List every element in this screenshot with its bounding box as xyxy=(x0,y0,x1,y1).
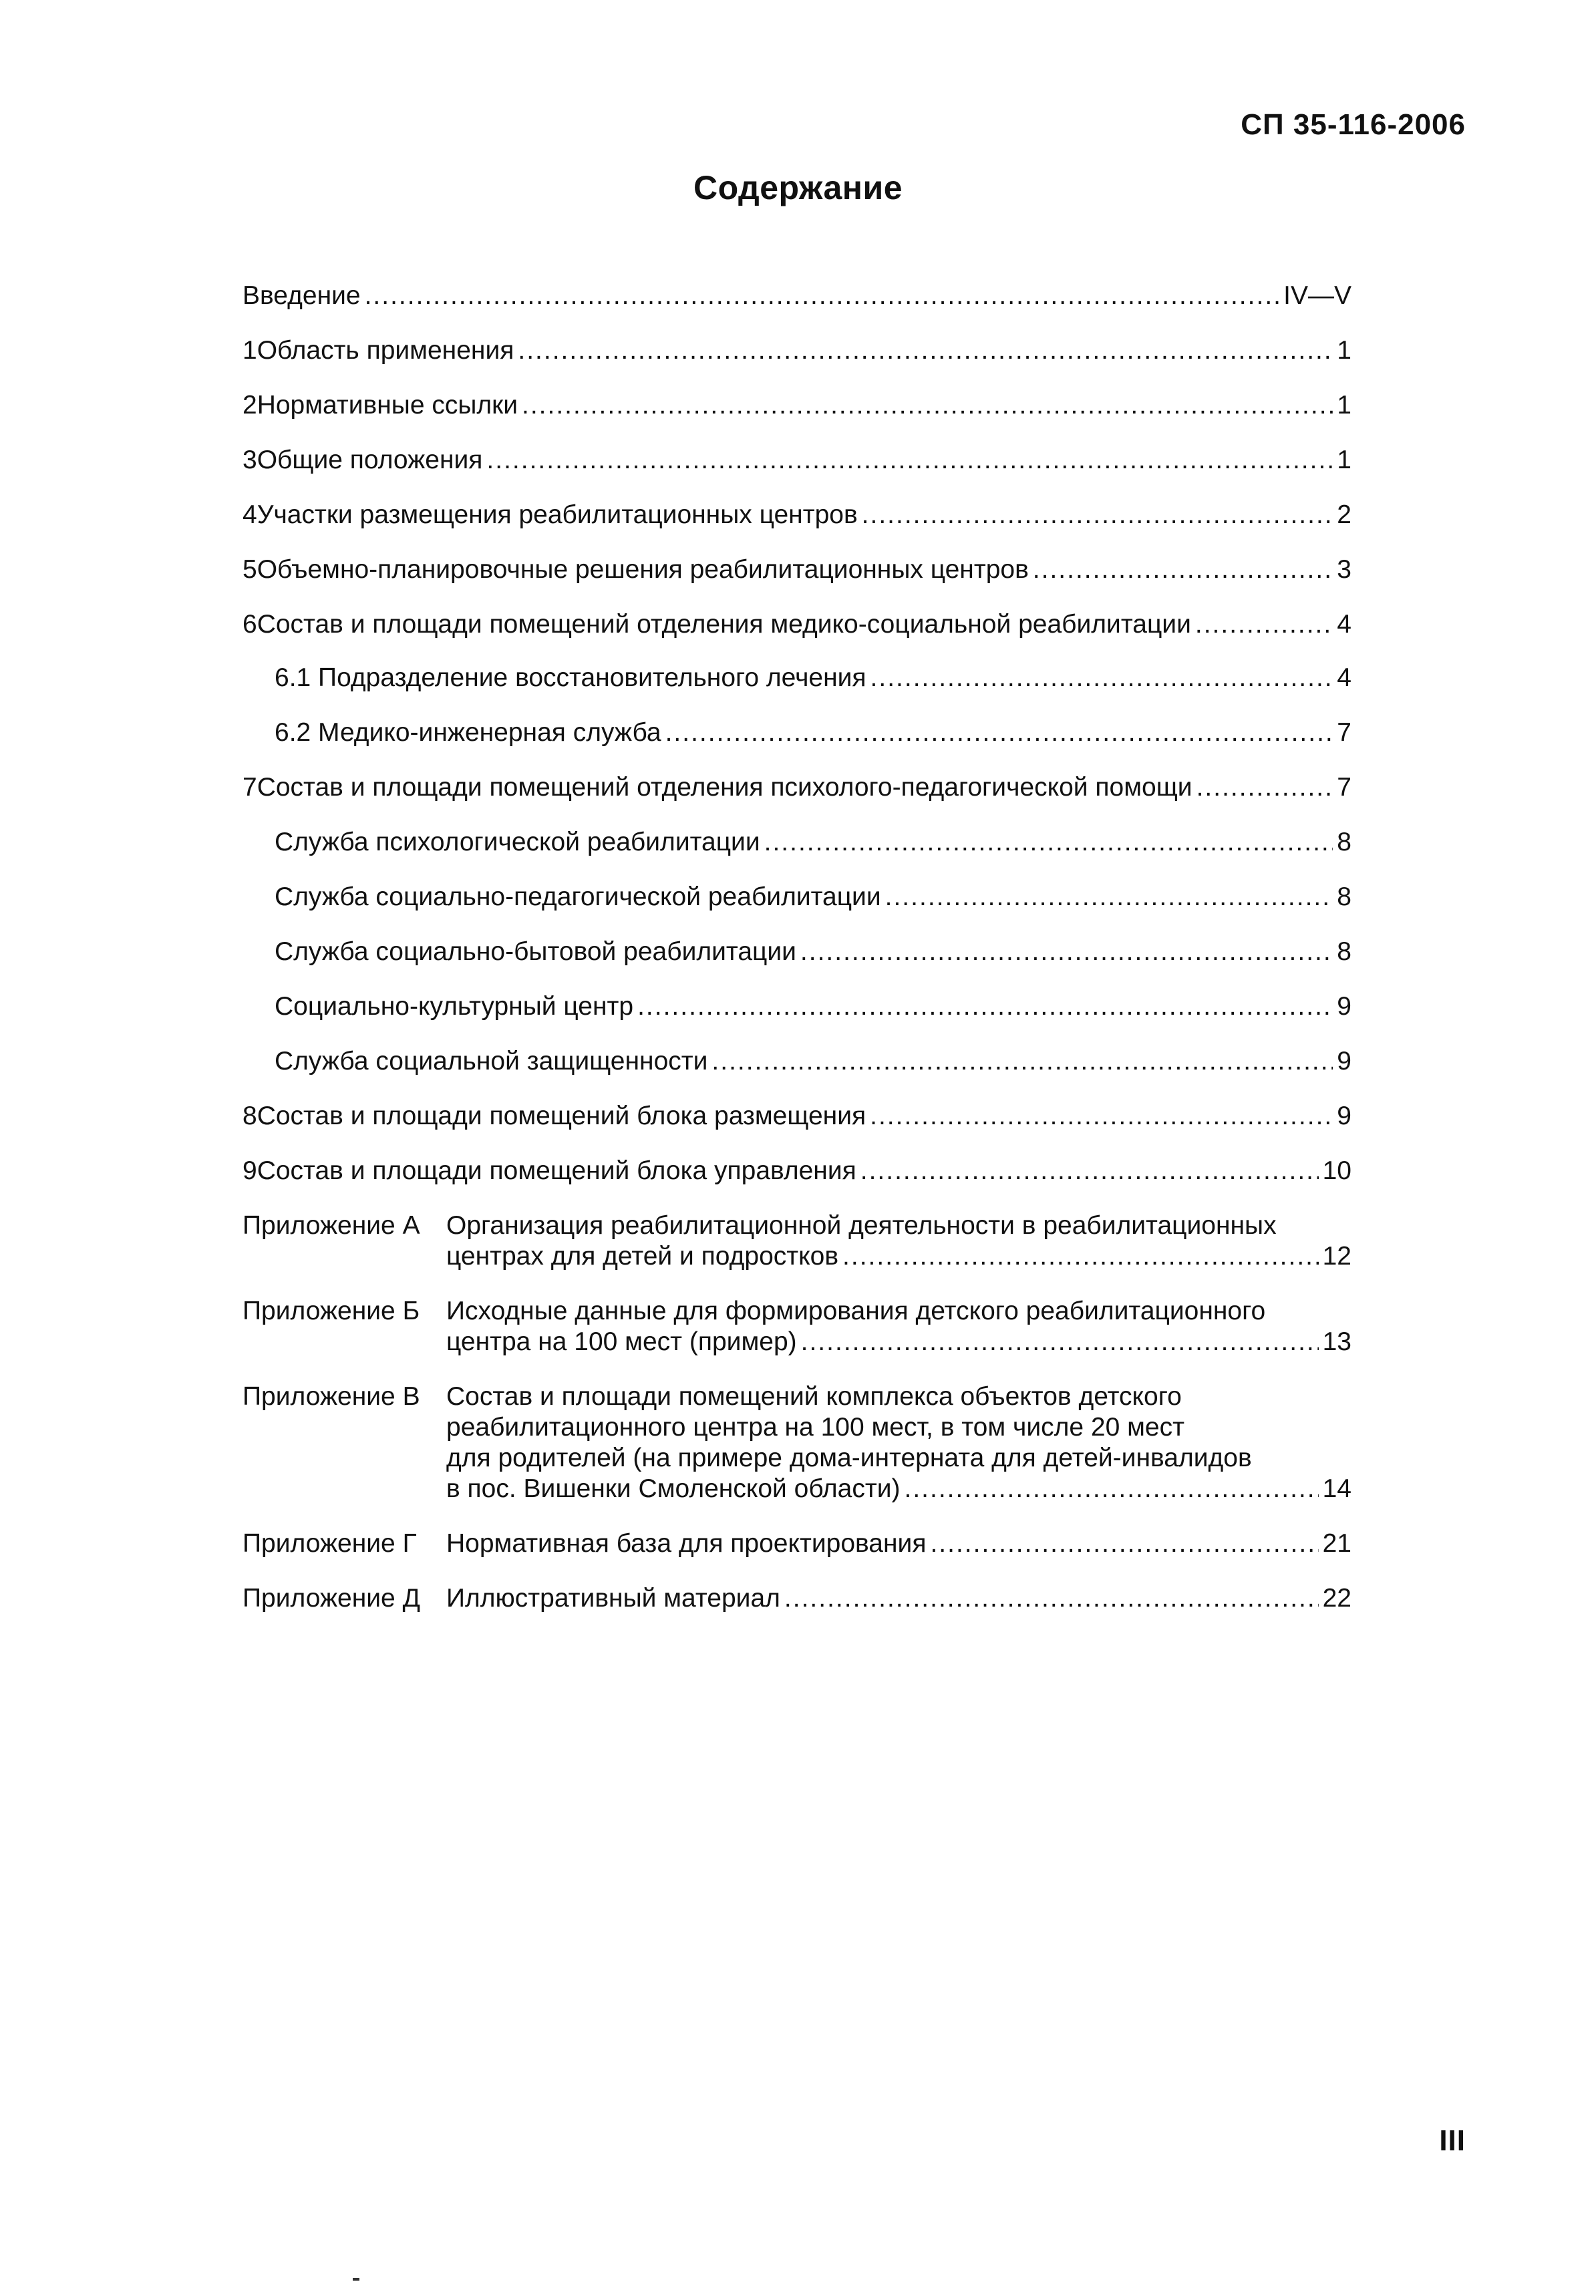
toc-leader-dots xyxy=(801,1327,1319,1357)
appendix-line: центра на 100 мест (пример) xyxy=(446,1327,797,1356)
toc-entry-section-8 xyxy=(243,1101,1351,1132)
toc-leader-dots xyxy=(930,1528,1318,1559)
appendix-line: Исходные данные для формирования детского реабилитационного xyxy=(446,1297,1266,1325)
toc-entry-page: 9 xyxy=(1337,1102,1351,1130)
toc-leader-dots xyxy=(842,1241,1319,1272)
appendix-body xyxy=(446,1296,1351,1357)
toc-entry-page: 13 xyxy=(1322,1327,1351,1356)
toc-entry-page: 7 xyxy=(1337,773,1351,802)
appendix-body xyxy=(446,1528,1351,1559)
toc-appendix-a xyxy=(243,1210,1351,1272)
appendix-line: в пос. Вишенки Смоленской области) xyxy=(446,1474,901,1503)
toc-entry-text: 6.2 Медико-инженерная служба xyxy=(275,718,661,747)
page-title: Содержание xyxy=(693,169,903,206)
toc-leader-dots xyxy=(800,937,1333,967)
appendix-label: Приложение Г xyxy=(243,1529,417,1558)
toc-leader-dots xyxy=(1195,609,1333,640)
toc-entry-section-1 xyxy=(243,335,1351,366)
toc-leader-dots xyxy=(365,281,1280,311)
toc-entry-number: 9 xyxy=(243,1156,257,1185)
document-code: СП 35-116-2006 xyxy=(1241,108,1466,141)
appendix-line: для родителей (на примере дома-интерната для детей-инвалидов xyxy=(446,1444,1252,1472)
toc-appendix-b xyxy=(243,1296,1351,1357)
toc-leader-dots xyxy=(486,445,1333,476)
toc-entry-text: Нормативные ссылки xyxy=(257,391,518,420)
appendix-body xyxy=(446,1583,1351,1614)
toc-entry-text: Социально-культурный центр xyxy=(275,992,634,1021)
toc-entry-text: Состав и площади помещений блока размещения xyxy=(257,1102,866,1130)
toc-leader-dots xyxy=(637,991,1333,1022)
toc-entry-number: 6 xyxy=(243,610,257,639)
toc-leader-dots xyxy=(784,1583,1319,1614)
toc-entry-section-5 xyxy=(243,554,1351,585)
appendix-line: Организация реабилитационной деятельности в реабилитационных xyxy=(446,1211,1277,1240)
toc-entry-text: Участки размещения реабилитационных центров xyxy=(257,500,858,529)
appendix-label: Приложение А xyxy=(243,1211,420,1240)
toc-entry-page: 8 xyxy=(1337,828,1351,856)
toc-entry-page: 9 xyxy=(1337,1047,1351,1076)
toc-leader-dots xyxy=(764,827,1333,858)
toc-entry-text: Состав и площади помещений блока управления xyxy=(257,1156,856,1185)
toc-leader-dots xyxy=(860,1156,1319,1186)
appendix-body xyxy=(446,1381,1351,1504)
toc-appendix-g xyxy=(243,1528,1351,1559)
appendix-label: Приложение Б xyxy=(243,1297,420,1325)
toc-entry-page: 1 xyxy=(1337,336,1351,365)
toc-entry-text: Служба психологической реабилитации xyxy=(275,828,760,856)
toc-leader-dots xyxy=(862,500,1333,530)
toc-entry-sociocultural-center xyxy=(275,991,1351,1022)
toc-entry-number: 5 xyxy=(243,555,257,584)
toc-entry-text: Объемно-планировочные решения реабилитационных центров xyxy=(257,555,1029,584)
toc-entry-section-4 xyxy=(243,500,1351,530)
toc-entry-text: Введение xyxy=(243,281,361,310)
appendix-line: реабилитационного центра на 100 мест, в том числе 20 мест xyxy=(446,1413,1184,1442)
toc-entry-section-6-1 xyxy=(275,663,1351,693)
toc-entry-social-protection-service xyxy=(275,1046,1351,1077)
toc-leader-dots xyxy=(885,882,1333,913)
toc-entry-text: Служба социально-педагогической реабилитации xyxy=(275,882,881,911)
appendix-line: Состав и площади помещений комплекса объектов детского xyxy=(446,1382,1182,1411)
toc-entry-psych-service xyxy=(275,827,1351,858)
toc-appendix-d xyxy=(243,1583,1351,1614)
toc-entry-page: 7 xyxy=(1337,718,1351,747)
appendix-last-line xyxy=(446,1327,1351,1357)
toc-leader-dots xyxy=(522,390,1333,421)
appendix-line: центрах для детей и подростков xyxy=(446,1242,839,1271)
toc-leader-dots xyxy=(870,1101,1333,1132)
toc-entry-section-3 xyxy=(243,445,1351,476)
toc-entry-page: 12 xyxy=(1322,1242,1351,1271)
toc-entry-page: 14 xyxy=(1322,1474,1351,1503)
toc-entry-page: 22 xyxy=(1322,1584,1351,1613)
scan-mark xyxy=(353,2278,359,2281)
toc-entry-section-7 xyxy=(243,772,1351,803)
toc-entry-number: 1 xyxy=(243,336,257,365)
page-number: III xyxy=(1439,2124,1466,2157)
toc-entry-section-2 xyxy=(243,390,1351,421)
appendix-last-line xyxy=(446,1528,1351,1559)
appendix-label: Приложение Д xyxy=(243,1584,420,1613)
toc-entry-text: Состав и площади помещений отделения медико-социальной реабилитации xyxy=(257,610,1191,639)
toc-leader-dots xyxy=(518,335,1333,366)
appendix-body xyxy=(446,1210,1351,1272)
appendix-last-line xyxy=(446,1241,1351,1272)
toc-entry-introduction xyxy=(243,281,1351,311)
toc-entry-number: 4 xyxy=(243,500,257,529)
toc-entry-number: 2 xyxy=(243,391,257,420)
toc-entry-social-pedagogical-service xyxy=(275,882,1351,913)
toc-entry-number: 7 xyxy=(243,773,257,802)
toc-entry-text: Область применения xyxy=(257,336,514,365)
toc-entry-number: 3 xyxy=(243,446,257,474)
appendix-last-line xyxy=(446,1583,1351,1614)
toc-leader-dots xyxy=(905,1474,1319,1504)
toc-entry-text: 6.1 Подразделение восстановительного лечения xyxy=(275,663,866,692)
toc-entry-section-6-2 xyxy=(275,717,1351,748)
toc-leader-dots xyxy=(1033,554,1333,585)
toc-entry-page: 21 xyxy=(1322,1529,1351,1558)
toc-leader-dots xyxy=(665,717,1333,748)
toc-entry-text: Служба социально-бытовой реабилитации xyxy=(275,937,796,966)
toc-entry-page: 3 xyxy=(1337,555,1351,584)
toc-entry-page: 2 xyxy=(1337,500,1351,529)
toc-entry-section-6 xyxy=(243,609,1351,640)
toc-entry-page: 9 xyxy=(1337,992,1351,1021)
toc-entry-page: 10 xyxy=(1322,1156,1351,1185)
toc-entry-page: 8 xyxy=(1337,882,1351,911)
appendix-line: Нормативная база для проектирования xyxy=(446,1529,927,1558)
toc-entry-section-9 xyxy=(243,1156,1351,1186)
appendix-line: Иллюстративный материал xyxy=(446,1584,780,1613)
toc-entry-page: 4 xyxy=(1337,663,1351,692)
toc-leader-dots xyxy=(870,663,1333,693)
toc-entry-number: 8 xyxy=(243,1102,257,1130)
toc-appendix-v xyxy=(243,1381,1351,1504)
appendix-label: Приложение В xyxy=(243,1382,420,1411)
toc-entry-social-household-service xyxy=(275,937,1351,967)
toc-leader-dots xyxy=(711,1046,1333,1077)
toc-leader-dots xyxy=(1196,772,1333,803)
toc-entry-text: Состав и площади помещений отделения психолого-педагогической помощи xyxy=(257,773,1192,802)
toc-entry-page: 4 xyxy=(1337,610,1351,639)
toc-entry-page: IV—V xyxy=(1283,281,1351,310)
toc-entry-page: 1 xyxy=(1337,446,1351,474)
toc-entry-text: Служба социальной защищенности xyxy=(275,1047,708,1076)
toc-entry-text: Общие положения xyxy=(257,446,483,474)
toc-entry-page: 1 xyxy=(1337,391,1351,420)
appendix-last-line xyxy=(446,1474,1351,1504)
toc-entry-page: 8 xyxy=(1337,937,1351,966)
